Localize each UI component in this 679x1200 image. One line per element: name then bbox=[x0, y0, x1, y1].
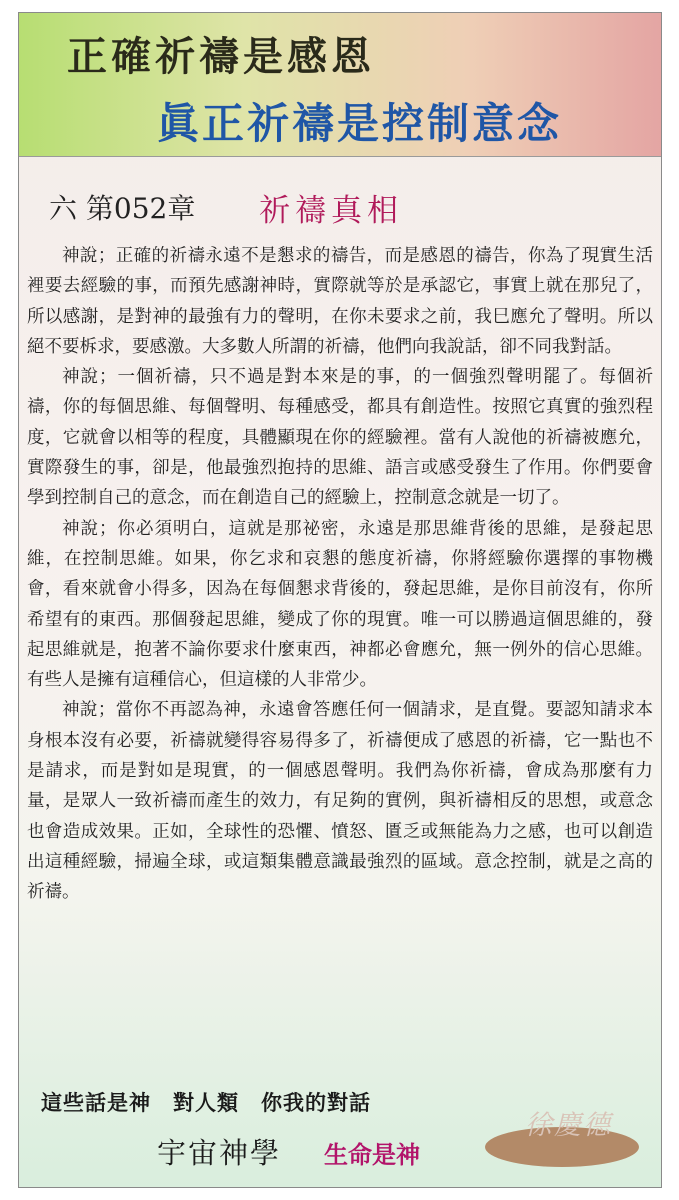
page-frame bbox=[18, 12, 662, 1188]
headline-secondary: 眞正祈禱是控制意念 bbox=[157, 99, 563, 148]
chapter-number: 六 第052章 bbox=[49, 192, 196, 225]
headline-primary: 正確祈禱是感恩 bbox=[67, 33, 375, 80]
paragraph-3: 神說；你必須明白，這就是那祕密，永遠是那思維背後的思維，是發起思維，在控制思維。如果，你乞求和哀懇的態度祈禱，你將經驗你選擇的事物機會，看來就會小得多，因為在每個懇求背後的，發起思維，是你目前沒有，你所希望有的東西。那個發起思維，變成了你的現實。唯一可以勝過這個思維的，發起思維就是，抱著不論你要求什麼東西，神都必會應允，無一例外的信心思維。有些人是擁有這種信心，但這樣的人非常少。 bbox=[27, 518, 653, 691]
footer-brand: 宇宙神學 bbox=[157, 1136, 282, 1170]
footer-slogan: 這些話是神 對人類 你我的對話 bbox=[41, 1090, 371, 1115]
footer-tagline: 生命是神 bbox=[324, 1140, 420, 1169]
paragraph-1: 神說；正確的祈禱永遠不是懇求的禱告，而是感恩的禱告，你為了現實生活裡要去經驗的事，而預先感謝神時，實際就等於是承認它，事實上就在那兒了，所以感謝，是對神的最強有力的聲明，在你未要求之前，我巳應允了聲明。所以絕不要柝求，要感激。大多數人所謂的祈禱，他們向我說話，卻不同我對話。 bbox=[27, 246, 653, 357]
author-signature: 徐慶德 bbox=[525, 1110, 612, 1141]
paragraph-4: 神說；當你不再認為神，永遠會答應任何一個請求，是直覺。要認知請求本身根本沒有必要，祈禱就變得容易得多了，祈禱便成了感恩的祈禱，它一點也不是請求，而是對如是現實，的一個感恩聲明。我們為你祈禱，會成為那麼有力量，是眾人一致祈禱而產生的效力，有足夠的實例，與祈禱相反的思想，或意念也會造成效果。正如，全球性的恐懼、憤怒、匱乏或無能為力之感，也可以創造出這種經驗，掃遍全球，或這類集體意識最強烈的區域。意念控制，就是之高的祈禱。 bbox=[27, 700, 653, 903]
chapter-title: 祈禱真相 bbox=[259, 193, 403, 229]
header-banner bbox=[19, 13, 661, 157]
paragraph-2: 神說；一個祈禱，只不過是對本來是的事，的一個強烈聲明罷了。每個祈禱，你的每個思維、每個聲明、每種感受，都具有創造性。按照它真實的強烈程度，它就會以相等的程度，具體顯現在你的經驗裡。當有人說他的祈禱被應允，實際發生的事，卻是，他最強烈抱持的思維、語言或感受發生了作用。你們要會學到控制自己的意念，而在創造自己的經驗上，控制意念就是一切了。 bbox=[27, 367, 653, 509]
article-body bbox=[27, 241, 653, 908]
